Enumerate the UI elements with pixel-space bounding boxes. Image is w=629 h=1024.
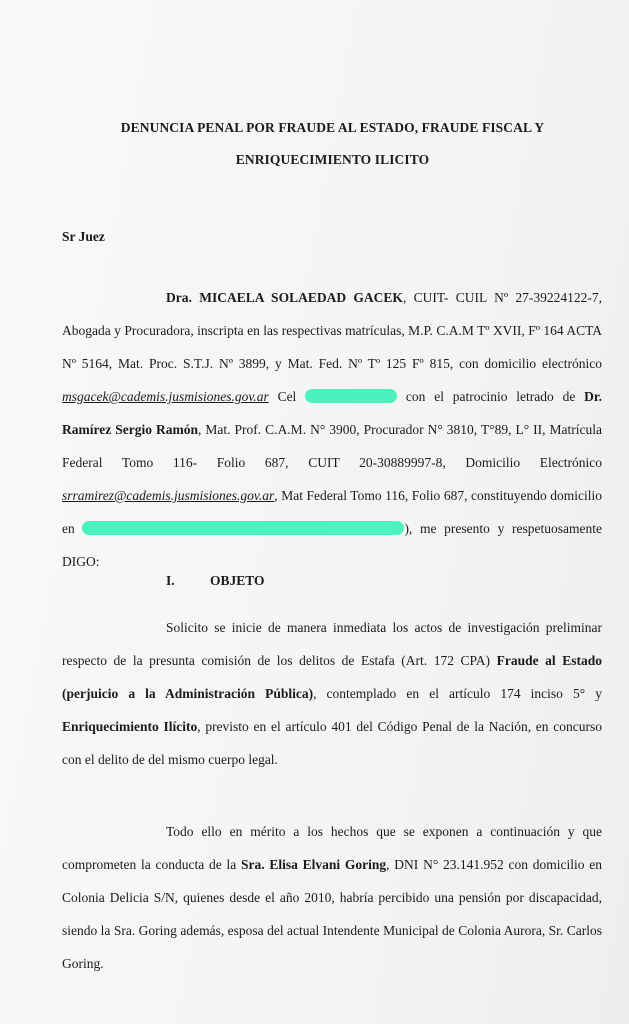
hechos-bold-1: Sra. Elisa Elvani Goring (240, 857, 387, 872)
intro-text-4: , Mat. Prof. C.A.M. N° 3900, Procurador N° 3810, T°89, L° II, Matrícula Federal Tomo 116- Folio 687, CUIT 20-30889997-8, Domicilio Electrónico (62, 422, 602, 470)
objeto-text-2: , contemplado en el artículo 174 inciso 5° y (313, 686, 602, 701)
intro-text-2: Cel (268, 389, 306, 404)
document-title-line-2: ENRIQUECIMIENTO ILICITO (235, 152, 430, 167)
objeto-text-3: , previsto en el artículo 401 del Código Penal de la Nación, en concurso con el delito de del mismo cuerpo legal. (62, 719, 602, 767)
hechos-text-2: , DNI N° 23.141.952 con domicilio en Colonia Delicia S/N, quienes desde el año 2010, habría percibido una pensión por discapacidad, siendo la Sra. Goring además, esposa del actual Intendente Municipal de Colonia Aurora, Sr. Carlos Goring. (62, 857, 602, 971)
email-link-ramirez[interactable]: srramirez@cademis.jusmisiones.gov.ar (62, 488, 275, 503)
lawyer-name: Dra. MICAELA SOLAEDAD GACEK (166, 290, 403, 305)
hechos-paragraph (62, 815, 602, 980)
sponsor-name: Dr. Ramírez Sergio Ramón (62, 389, 602, 437)
document-title-line-1: DENUNCIA PENAL POR FRAUDE AL ESTADO, FRAUDE FISCAL Y (120, 120, 545, 135)
objeto-paragraph (62, 611, 602, 776)
intro-text-1: , CUIT- CUIL Nº 27-39224122-7, Abogada y Procuradora, inscripta en las respectivas matrículas, M.P. C.A.M Tº XVII, Fº 164 ACTA Nº 5164, Mat. Proc. S.T.J. Nº 3899, y Mat. Fed. Nº Tº 125 Fº 815, con domicilio electrónico (62, 290, 602, 371)
intro-text-5: , Mat Federal Tomo 116, Folio 687, constituyendo domicilio en (62, 488, 602, 536)
objeto-bold-2: Enriquecimiento Ilícito (62, 719, 198, 734)
redaction-highlight-address (82, 521, 404, 535)
greeting: Sr Juez (62, 229, 105, 244)
redaction-highlight-phone (305, 389, 397, 403)
intro-paragraph (62, 281, 602, 578)
section-title: OBJETO (210, 573, 265, 588)
objeto-text-1: Solicito se inicie de manera inmediata los actos de investigación preliminar respecto de la presunta comisión de los delitos de Estafa (Art. 172 CPA) (62, 620, 602, 668)
hechos-text-1: Todo ello en mérito a los hechos que se exponen a continuación y que comprometen la conducta de la (62, 824, 602, 872)
intro-text-3: con el patrocinio letrado de (397, 389, 585, 404)
section-number: I. (166, 573, 175, 588)
email-link-gacek[interactable]: msgacek@cademis.jusmisiones.gov.ar (62, 389, 269, 404)
section-heading (166, 573, 265, 589)
objeto-bold-1: Fraude al Estado (perjuicio a la Administración Pública) (62, 653, 602, 701)
intro-text-6: ), me presento y respetuosamente DIGO: (62, 521, 602, 569)
